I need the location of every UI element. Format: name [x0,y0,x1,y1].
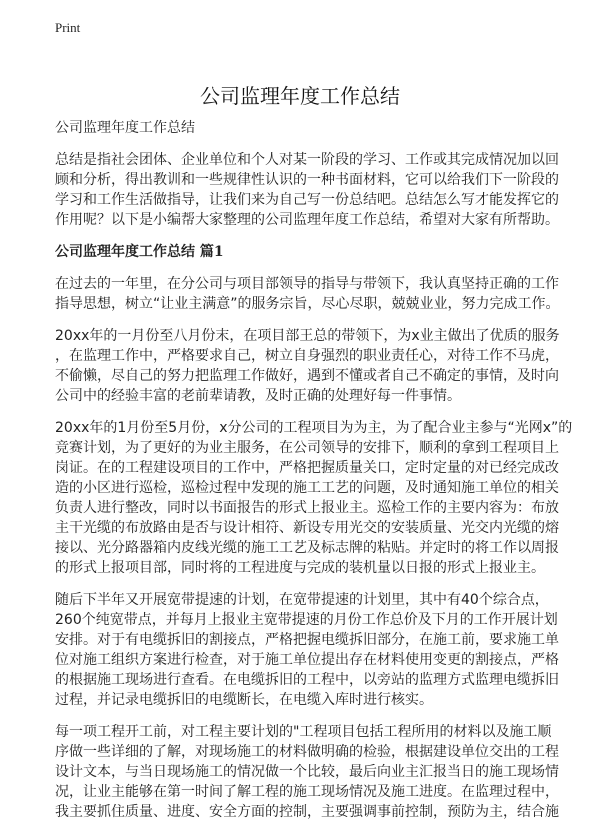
text-line: 不偷懒，尽自己的努力把监理工作做好，遇到不懂或者自己不确定的事情，及时向 [55,368,559,384]
body-paragraph [55,274,560,314]
text-line: 在过去的一年里，在分公司与项目部领导的指导与带领下，我认真坚持正确的工作 [55,276,559,292]
text-line: 20xx年的1月份至5月份，x分公司的工程项目为为主，为了配合业主参与“光网x”的 [55,420,573,436]
text-line: 设计文本，与当日现场施工的情况做一个比较，最后向业主汇报当日的施工现场情 [55,764,559,780]
text-line: 况，让业主能够在第一时间了解工程的施工现场情况及施工进度。在监理过程中， [55,784,559,800]
text-line: 20xx年的一月份至八月份末，在项目部王总的带领下，为x业主做出了优质的服务 [55,328,560,344]
text-line: 作用呢？以下是小编帮大家整理的公司监理年度工作总结，希望对大家有所帮助。 [55,212,559,228]
text-line: 过程，并记录电缆拆旧的电缆断长，在电缆入库时进行核实。 [55,692,433,708]
body-paragraph [55,722,559,822]
text-line: 指导思想，树立“让业主满意”的服务宗旨，尽心尽职，兢兢业业，努力完成工作。 [55,296,560,312]
document-body [55,118,573,834]
text-line: ，在监理工作中，严格要求自己，树立自身强烈的职业责任心，对待工作不马虎， [55,348,559,364]
text-line: 顾和分析，得出教训和一些规律性认识的一种书面材料，它可以给我们下一阶段的 [55,172,559,188]
intro-paragraph [55,150,559,230]
body-paragraph [55,590,559,710]
text-line: 岗证。在的工程建设项目的工作中，严格把握质量关口，定时定量的对已经完成改 [55,460,559,476]
body-paragraph [55,418,573,578]
text-line: 我主要抓住质量、进度、安全方面的控制，主要强调事前控制，预防为主，结合施 [55,804,559,820]
text-line: 的根据施工现场进行查看。在电缆拆旧的工程中，以旁站的监理方式监理电缆拆旧 [55,672,559,688]
text-line: 的形式上报项目部，同时将的工程进度与完成的装机量以日报的形式上报业主。 [55,560,545,576]
text-line: 序做一些详细的了解，对现场施工的材料做明确的检验，根据建设单位交出的工程 [55,744,559,760]
page-title: 公司监理年度工作总结 [200,84,400,108]
print-link[interactable]: Print [55,20,81,35]
body-paragraph [55,326,560,406]
text-line: 主干光缆的布放路由是否与设计相符、新设专用光交的安装质量、光交内光缆的熔 [55,520,559,536]
text-line: 位对施工组织方案进行检查，对于施工单位提出存在材料使用变更的割接点，严格 [55,652,559,668]
section-paragraphs [55,274,573,822]
text-line: 随后下半年又开展宽带提速的计划，在宽带提速的计划里，其中有40个综合点， [55,592,549,608]
text-line: 竞赛计划，为了更好的为业主服务，在公司领导的安排下，顺利的拿到工程项目上 [55,440,559,456]
text-line: 造的小区进行巡检，巡检过程中发现的施工工艺的问题，及时通知施工单位的相关 [55,480,559,496]
text-line: 公司中的经验丰富的老前辈请教，及时正确的处理好每一件事情。 [55,388,461,404]
text-line: 安排。对于有电缆拆旧的割接点，严格把握电缆拆旧部分，在施工前，要求施工单 [55,632,559,648]
text-line: 每一项工程开工前，对工程主要计划的"工程项目包括工程所用的材料以及施工顺 [55,724,552,740]
document-subtitle: 公司监理年度工作总结 [55,120,195,136]
text-line: 总结是指社会团体、企业单位和个人对某一阶段的学习、工作或其完成情况加以回 [55,152,559,168]
text-line: 接以、光分路器箱内皮线光缆的施工工艺及标志牌的粘贴。并定时的将工作以周报 [55,540,559,556]
text-line: 学习和工作生活做指导，让我们来为自己写一份总结吧。总结怎么写才能发挥它的 [55,192,559,208]
text-line: 负责人进行整改，同时以书面报告的形式上报业主。巡检工作的主要内容为：布放 [55,500,559,516]
text-line: 260个纯宽带点，并每月上报业主宽带提速的月份工作总价及下月的工作开展计划 [55,612,558,628]
section-heading: 公司监理年度工作总结 篇1 [55,244,224,260]
